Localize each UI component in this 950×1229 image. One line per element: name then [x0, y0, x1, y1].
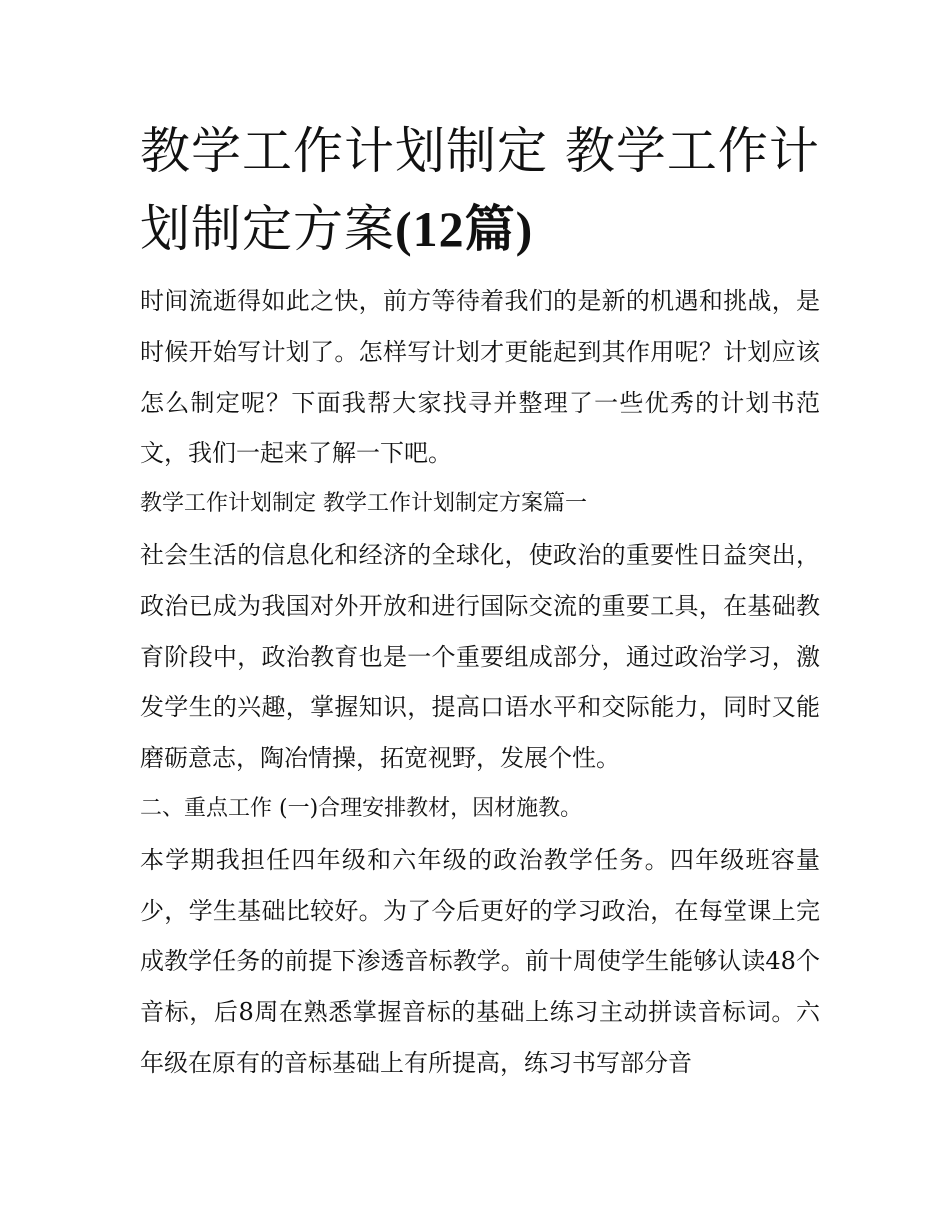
- document-title-suffix: (12篇): [395, 201, 534, 257]
- document-title-main: 教学工作计划制定 教学工作计划制定方案: [140, 122, 820, 258]
- document-body: [140, 276, 820, 1089]
- document-title: [140, 112, 820, 268]
- body-paragraph: 本学期我担任四年级和六年级的政治教学任务。四年级班容量少，学生基础比较好。为了今后更好的学习政治，在每堂课上完成教学任务的前提下渗透音标教学。前十周使学生能够认读48个音标，后8周在熟悉掌握音标的基础上练习主动拼读音标词。六年级在原有的音标基础上有所提高，练习书写部分音: [140, 845, 820, 1077]
- section-heading: 教学工作计划制定 教学工作计划制定方案篇一: [140, 491, 587, 517]
- body-paragraph: 社会生活的信息化和经济的全球化，使政治的重要性日益突出，政治已成为我国对外开放和进行国际交流的重要工具，在基础教育阶段中，政治教育也是一个重要组成部分，通过政治学习，激发学生的兴趣，掌握知识，提高口语水平和交际能力，同时又能磨砺意志，陶冶情操，拓宽视野，发展个性。: [140, 540, 820, 773]
- subsection-heading: 二、重点工作 (一)合理安排教材，因材施教。: [140, 795, 583, 821]
- intro-paragraph: 时间流逝得如此之快，前方等待着我们的是新的机遇和挑战，是时候开始写计划了。怎样写计划才更能起到其作用呢？计划应该怎么制定呢？下面我帮大家找寻并整理了一些优秀的计划书范文，我们一起来了解一下吧。: [140, 287, 820, 468]
